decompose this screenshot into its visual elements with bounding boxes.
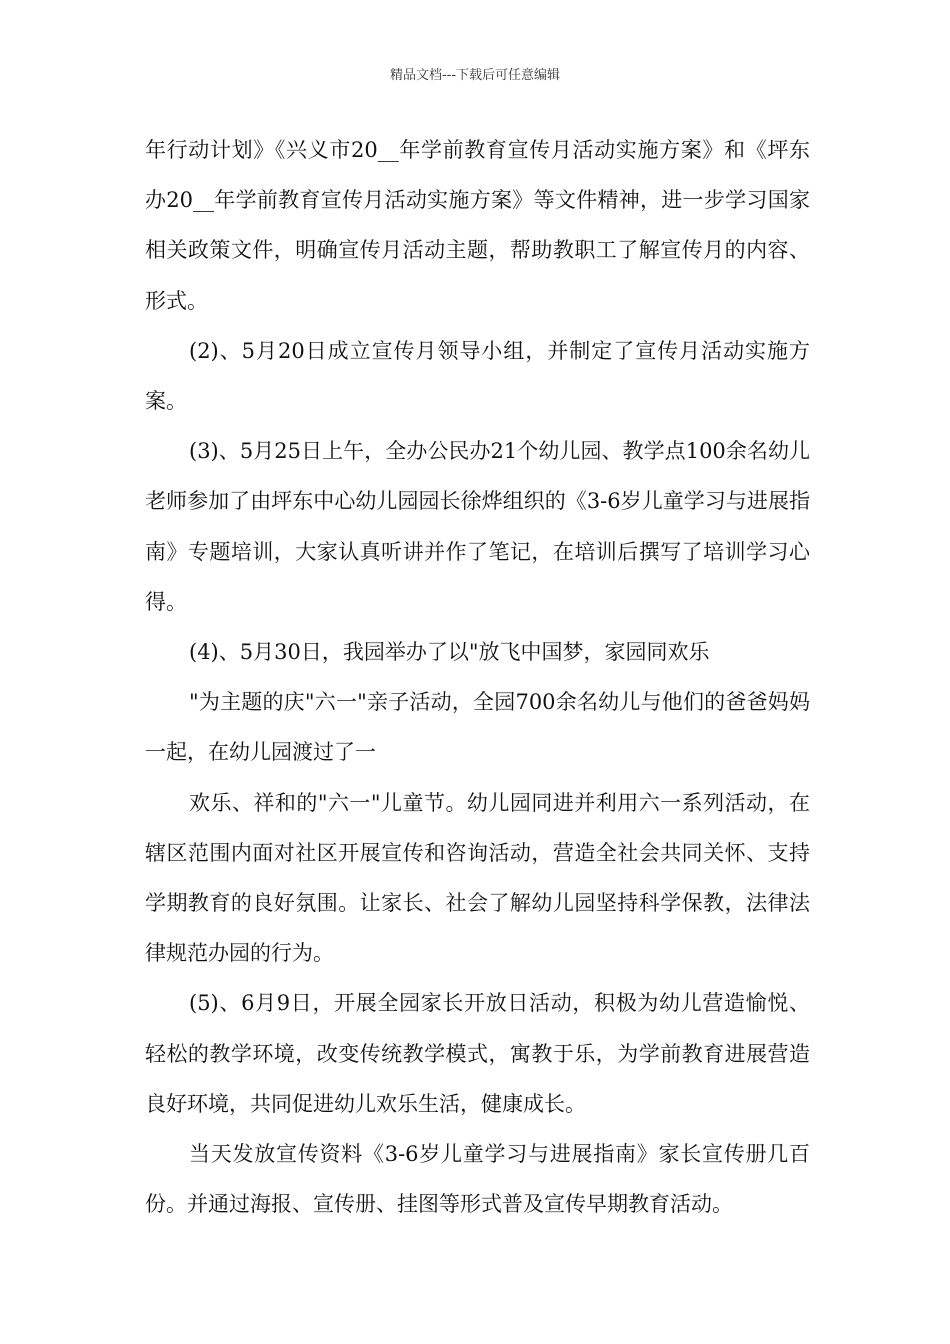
paragraph-7: (5)、6月9日，开展全园家长开放日活动，积极为幼儿营造愉悦、轻松的教学环境，改变传统教学模式，寓教于乐，为学前教育进展营造良好环境，共同促进幼儿欢乐生活，健康成长。 xyxy=(145,991,810,1116)
paragraph-1: 年行动计划》《兴义市20__年学前教育宣传月活动实施方案》和《坪东办20__年学前教育宣传月活动实施方案》等文件精神，进一步学习国家相关政策文件，明确宣传月活动主题，帮助教职工了解宣传月的内容、形式。 xyxy=(145,138,810,313)
paragraph-4: (4)、5月30日，我园举办了以"放飞中国梦，家园同欢乐 xyxy=(189,640,710,665)
page-header: 精品文档---下载后可任意编辑 xyxy=(389,68,561,83)
paragraph-5: "为主题的庆"六一"亲子活动，全园700余名幼儿与他们的爸爸妈妈一起，在幼儿园渡过了一 xyxy=(145,690,810,765)
paragraph-3: (3)、5月25日上午，全办公民办21个幼儿园、教学点100余名幼儿老师参加了由坪东中心幼儿园园长徐烨组织的《3-6岁儿童学习与进展指南》专题培训，大家认真听讲并作了笔记，在培训后撰写了培训学习心得。 xyxy=(145,439,810,614)
paragraph-6: 欢乐、祥和的"六一"儿童节。幼儿园同进并利用六一系列活动，在辖区范围内面对社区开展宣传和咨询活动，营造全社会共同关怀、支持学期教育的良好氛围。让家长、社会了解幼儿园坚持科学保教，法律法律规范办园的行为。 xyxy=(145,790,810,966)
document-body xyxy=(145,125,810,1229)
paragraph-8: 当天发放宣传资料《3-6岁儿童学习与进展指南》家长宣传册几百份。并通过海报、宣传册、挂图等形式普及宣传早期教育活动。 xyxy=(145,1142,810,1217)
paragraph-2: (2)、5月20日成立宣传月领导小组，并制定了宣传月活动实施方案。 xyxy=(145,338,810,414)
